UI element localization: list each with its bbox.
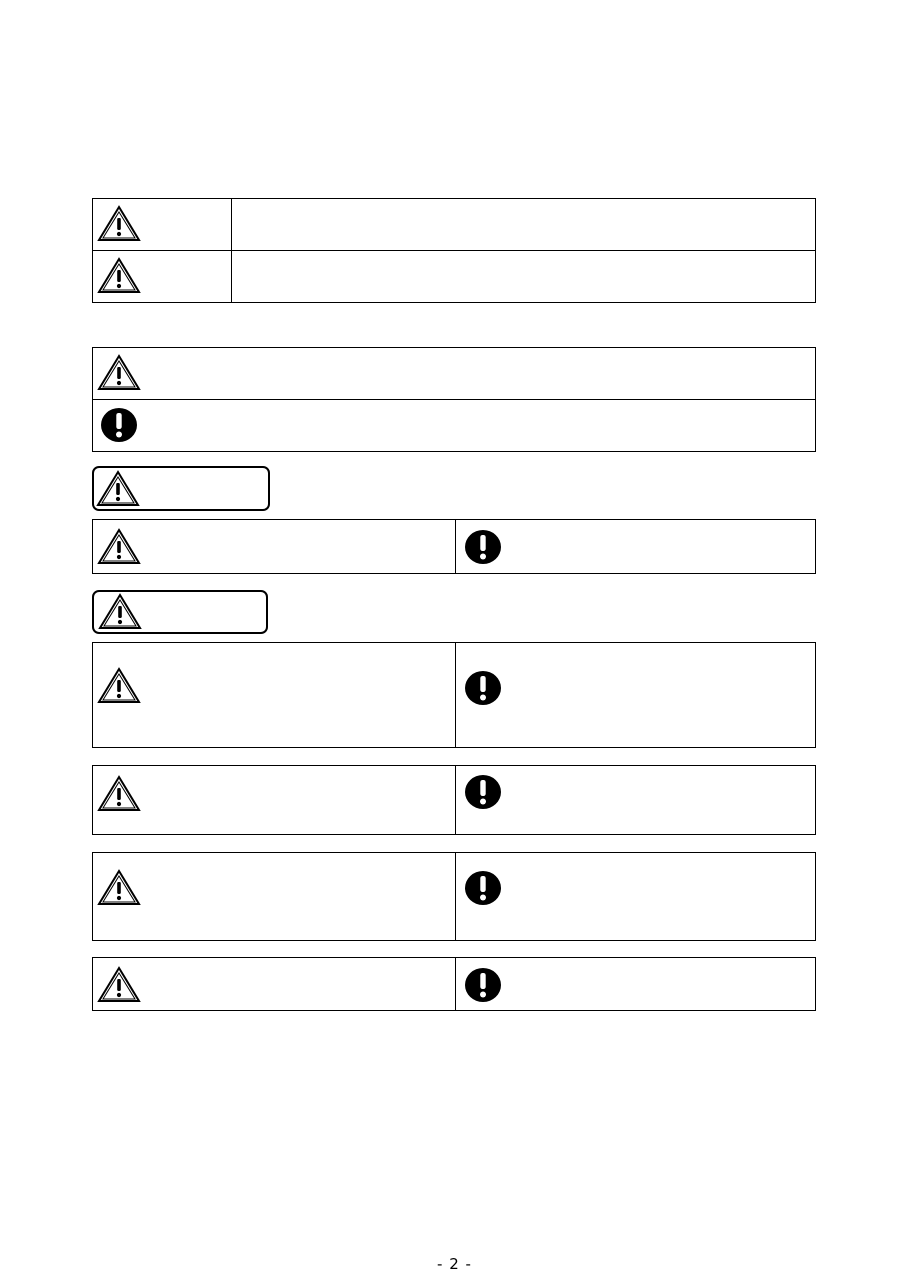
warning-triangle-icon [96,470,140,508]
warning-triangle-icon [97,775,141,813]
warning-triangle-icon [97,354,141,392]
exclamation-circle-icon [97,406,141,444]
warning-triangle-icon [97,869,141,907]
column-divider [455,520,456,573]
column-divider [455,766,456,834]
exclamation-circle-icon [461,966,505,1004]
column-divider [455,853,456,940]
signal-word-table [92,198,816,303]
row-divider [93,399,815,400]
row-divider [93,250,815,251]
warning-triangle-icon [97,667,141,705]
column-divider [455,643,456,747]
caution-item-box [92,957,816,1011]
caution-item-box [92,765,816,835]
caution-item-box [92,642,816,748]
caution-item-box [92,852,816,941]
symbol-legend-table [92,347,816,452]
exclamation-circle-icon [461,773,505,811]
warning-triangle-icon [97,528,141,566]
exclamation-circle-icon [461,669,505,707]
column-divider [455,958,456,1010]
page-number: - 2 - [437,1255,472,1273]
warning-heading-tag [92,466,270,511]
warning-item-box [92,519,816,574]
warning-triangle-icon [97,257,141,295]
warning-triangle-icon [98,593,142,631]
exclamation-circle-icon [461,528,505,566]
caution-heading-tag [92,590,268,634]
warning-triangle-icon [97,205,141,243]
warning-triangle-icon [97,966,141,1004]
exclamation-circle-icon [461,869,505,907]
